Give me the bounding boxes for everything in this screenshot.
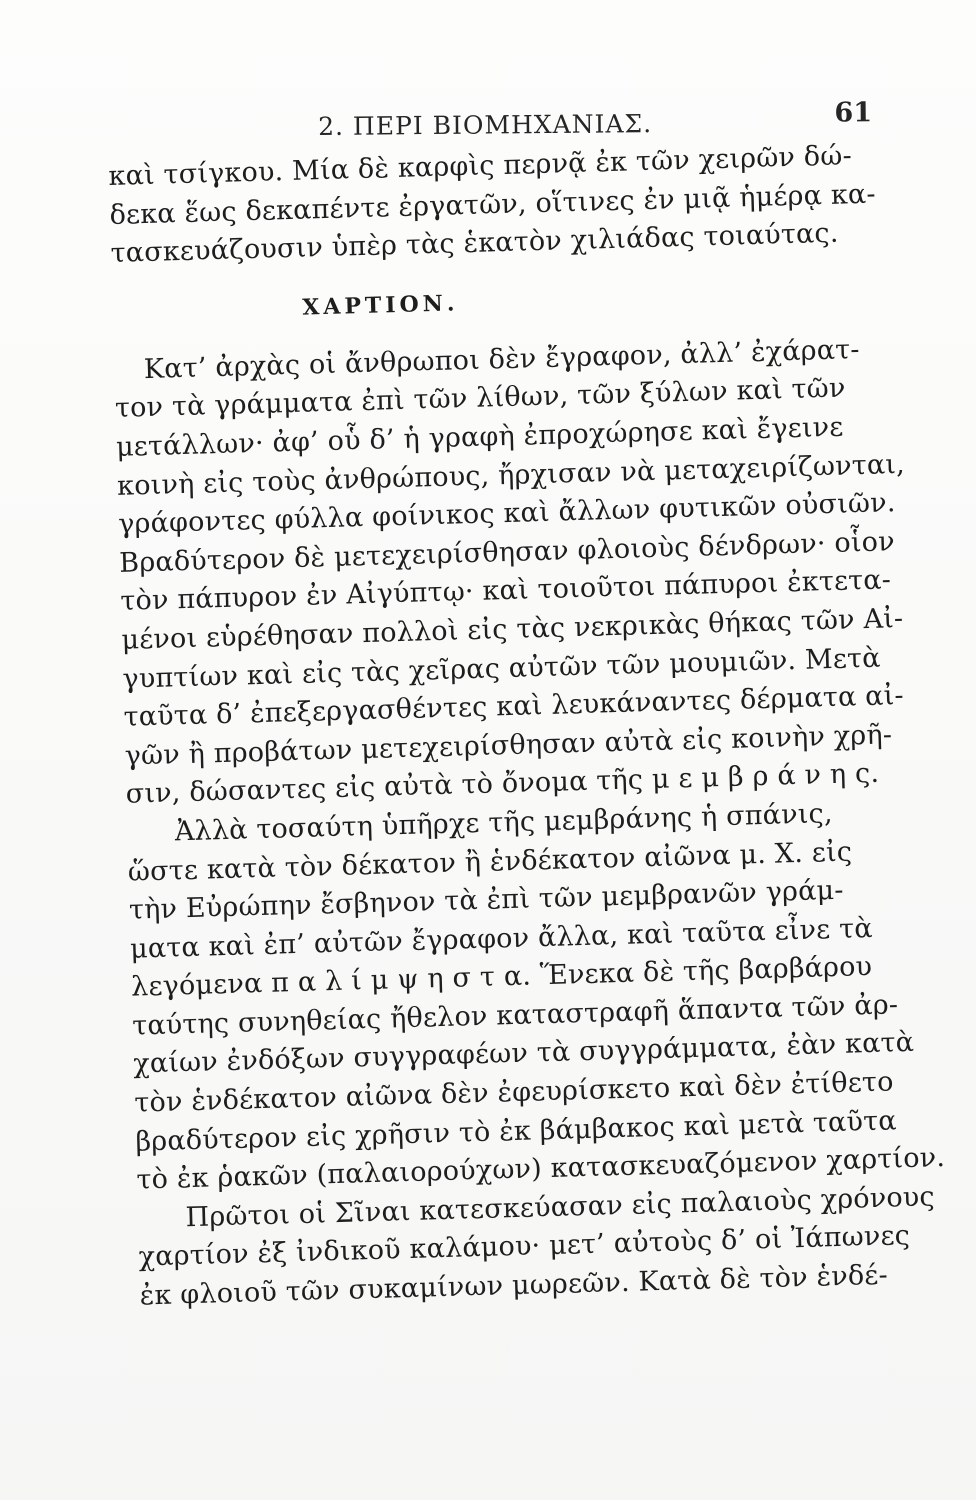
- text-line: ὥστε κατὰ τὸν δέκατον ἢ ἑνδέκατον αἰῶνα μ. Χ. εἰς: [127, 836, 853, 888]
- text-line: Πρῶτοι οἱ Σῖναι κατεσκεύασαν εἰς παλαιοὺς χρόνους: [185, 1181, 936, 1234]
- running-title: 2. ΠΕΡΙ ΒΙΟΜΗΧΑΝΙΑΣ.: [318, 109, 653, 141]
- text-line: μένοι εὑρέθησαν πολλοὶ εἰς τὰς νεκρικὰς θήκας τῶν Αἰ-: [121, 602, 904, 656]
- text-line: καὶ τσίγκου. Μία δὲ καρφὶς περνᾷ ἐκ τῶν χειρῶν δώ-: [108, 140, 853, 192]
- text-line: τὸν ἑνδέκατον αἰῶνα δὲν ἐφευρίσκετο καὶ δὲν ἐτίθετο: [133, 1066, 894, 1119]
- text-line: τὸν πάπυρον ἐν Αἰγύπτῳ· καὶ τοιοῦτοι πάπυροι ἐκτετα-: [119, 564, 892, 618]
- text-line: Ἀλλὰ τοσαύτη ὑπῆρχε τῆς μεμβράνης ἡ σπάνις,: [174, 797, 834, 848]
- text-line: τὸ ἐκ ῥακῶν (παλαιορούχων) κατασκευαζόμενον χαρτίον.: [136, 1142, 946, 1196]
- text-line: γυπτίων καὶ εἰς τὰς χεῖρας αὐτῶν τῶν μουμιῶν. Μετὰ: [122, 642, 881, 695]
- body-text: [108, 135, 950, 1316]
- text-line: σιν, δώσαντες εἰς αὐτὰ τὸ ὄνομα τῆς μ ε μ β ρ ά ν η ς.: [125, 758, 880, 811]
- text-line: τὴν Εὐρώπην ἔσβηνον τὰ ἐπὶ τῶν μεμβρανῶν γράμ-: [128, 874, 845, 926]
- text-line: γράφοντες φύλλα φοίνικος καὶ ἄλλων φυτικῶν οὐσιῶν.: [117, 487, 896, 541]
- text-line: χαίων ἐνδόξων συγγραφέων τὰ συγγράμματα, ἐὰν κατὰ: [132, 1027, 915, 1081]
- text-line: γῶν ἢ προβάτων μετεχειρίσθησαν αὐτὰ εἰς κοινὴν χρῆ-: [124, 719, 893, 772]
- text-line: Βραδύτερον δὲ μετεχειρίσθησαν φλοιοὺς δένδρων· οἷον: [118, 525, 896, 579]
- text-line: χαρτίον ἐξ ἰνδικοῦ καλάμου· μετ’ αὐτοὺς δ’ οἱ Ἰάπωνες: [138, 1220, 911, 1274]
- text-line: ταῦτα δ’ ἐπεξεργασθέντες καὶ λευκάναντες δέρματα αἰ-: [123, 680, 905, 733]
- text-line: ταύτης συνηθείας ἤθελον καταστραφῆ ἅπαντα τῶν ἀρ-: [131, 989, 899, 1042]
- text-line: τασκευάζουσιν ὑπὲρ τὰς ἑκατὸν χιλιάδας τοιαύτας.: [110, 217, 839, 270]
- text-line: ματα καὶ ἐπ’ αὐτῶν ἔγραφον ἄλλα, καὶ ταῦτα εἶνε τὰ: [129, 912, 874, 965]
- text-line: κοινὴ εἰς τοὺς ἀνθρώπους, ἤρχισαν νὰ μεταχειρίζωνται,: [116, 448, 906, 502]
- text-line: βραδύτερον εἰς χρῆσιν τὸ ἐκ βάμβακος καὶ μετὰ ταῦτα: [135, 1105, 898, 1158]
- text-line: λεγόμενα π α λ ί μ ψ η σ τ α. Ἕνεκα δὲ τῆς βαρβάρου: [130, 951, 873, 1003]
- text-line: δεκα ἕως δεκαπέντε ἐργατῶν, οἵτινες ἐν μιᾷ ἡμέρᾳ κα-: [109, 178, 877, 231]
- text-line: Κατ’ ἀρχὰς οἱ ἄνθρωποι δὲν ἔγραφον, ἀλλ’ ἐχάρατ-: [143, 333, 861, 385]
- text-line: τον τὰ γράμματα ἐπὶ τῶν λίθων, τῶν ξύλων καὶ τῶν: [114, 372, 846, 425]
- text-line: μετάλλων· ἀφ’ οὗ δ’ ἡ γραφὴ ἐπροχώρησε καὶ ἔγεινε: [115, 411, 844, 463]
- section-heading: ΧΑΡΤΙΟΝ.: [301, 290, 459, 321]
- page-number: 61: [834, 97, 873, 129]
- text-line: ἐκ φλοιοῦ τῶν συκαμίνων μωρεῶν. Κατὰ δὲ τὸν ἑνδέ-: [139, 1259, 889, 1312]
